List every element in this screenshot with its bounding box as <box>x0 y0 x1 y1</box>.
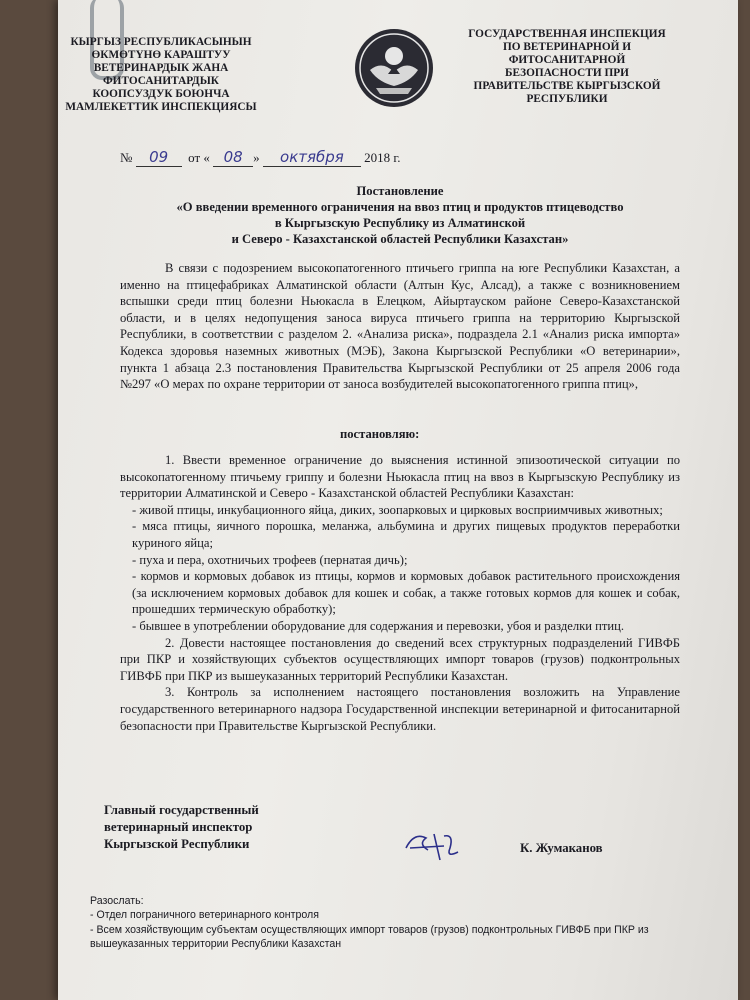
title-line: «О введении временного ограничения на ввоз птиц и продуктов птицеводство <box>176 200 624 214</box>
resolution-items <box>120 452 680 734</box>
item-2: 2. Довести настоящее постановления до сведений всех структурных подразделений ГИВФБ при ПКР и хозяйствующих субъектов осуществляющих импорт товаров (грузов) подконтрольных ГИВФБ при ПКР из вышеуказанных территорий Республики Казахстан. <box>120 635 680 683</box>
bullet-item: - мяса птицы, яичного порошка, меланжа, альбумина и других пищевых продуктов переработки куриного яйца; <box>132 519 680 550</box>
signatory-title-line: Кыргызской Республики <box>104 837 250 851</box>
bullet-item: - бывшее в употреблении оборудование для содержания и перевозки, убоя и разделки птиц. <box>132 618 625 633</box>
header-left-line: ӨКМӨТҮНӨ КАРАШТУУ <box>91 49 231 61</box>
handwritten-signature-icon <box>400 826 470 866</box>
header-right-line: ФИТОСАНИТАРНОЙ <box>508 54 626 66</box>
item-3: 3. Контроль за исполнением настоящего постановления возложить на Управление государственного ветеринарного надзора Государственной инспекции ветеринарной и фитосанитарной безопасности при Правительстве Кыргызской Республики. <box>120 685 680 733</box>
header-left-line: ВЕТЕРИНАРДЫК ЖАНА <box>93 62 229 74</box>
title-heading: Постановление <box>356 184 444 198</box>
item-1: 1. Ввести временное ограничение до выяснения истинной эпизоотической ситуации по высокопатогенному птичьему гриппу и болезни Ньюкасла птиц на ввоз в Кыргызскую Республику из территории Алматинской и Северо - Казахстанской областей Республики Казахстан: <box>120 453 680 501</box>
title-line: и Северо - Казахстанской областей Республики Казахстан» <box>231 232 569 246</box>
signatory-title <box>104 802 259 853</box>
document-number-line <box>120 148 401 167</box>
header-left-kyrgyz <box>56 36 266 114</box>
signatory-name: К. Жумаканов <box>520 841 603 855</box>
distribution-item: - Отдел пограничного ветеринарного контроля <box>90 909 319 922</box>
header-right-line: ГОСУДАРСТВЕННАЯ ИНСПЕКЦИЯ <box>468 28 666 40</box>
signatory-title-line: ветеринарный инспектор <box>104 820 253 834</box>
resolve-heading: постановляю: <box>340 427 420 441</box>
preamble-paragraph: В связи с подозрением высокопатогенного птичьего гриппа на юге Республики Казахстан, а именно на птицефабриках Алматинской области (Алтын Кус, Алсад), а также с возникновением вспышки среди птиц болезни Ньюкасла в Елецком, Айыртауском районе Северо-Казахстанской области, и в целях недопущения заноса вируса птичьего гриппа на территорию Кыргызской Республики, в соответствии с разделом 2. «Анализа риска», подраздела 2.1 «Анализ риска импорта» Кодекса здоровья наземных животных (МЭБ), Закона Кыргызской Республики «О ветеринарии», пункта 1 абзаца 2.3 постановления Правительства Кыргызской Республики от 25 апреля 2006 года №297 «О мерах по охране территории от заноса возбудителей высокопатогенного гриппа птиц», <box>120 261 680 392</box>
header-left-line: МАМЛЕКЕТТИК ИНСПЕКЦИЯСЫ <box>65 101 257 113</box>
date-quote: » <box>253 150 260 165</box>
bullet-item: - кормов и кормовых добавок из птицы, кормов и кормовых добавок растительного происхождения (за исключением кормовых добавок для кошек и собак, а также готовых кормов для кошек и собак, прошедших термическую обработку); <box>132 569 680 617</box>
document-day: 08 <box>213 148 253 167</box>
bullet-item: - живой птицы, инкубационного яйца, диких, зоопарковых и цирковых восприимчивых животных; <box>132 502 663 517</box>
header-right-line: РЕСПУБЛИКИ <box>526 93 608 105</box>
title-line: в Кыргызскую Республику из Алматинской <box>274 216 526 230</box>
document-year: 2018 г. <box>364 150 401 165</box>
distribution-item: - Всем хозяйствующим субъектам осуществляющих импорт товаров (грузов) подконтрольных ГИВФБ при ПКР из вышеуказанных территории Республики Казахстан <box>90 923 649 951</box>
header-right-line: ПРАВИТЕЛЬСТВЕ КЫРГЫЗСКОЙ <box>473 80 661 92</box>
header-left-line: ФИТОСАНИТАРДЫК <box>102 75 219 87</box>
date-from-label: от « <box>188 150 210 165</box>
bullet-item: - пуха и пера, охотничьих трофеев (пернатая дичь); <box>132 552 408 567</box>
state-emblem-icon <box>352 26 436 110</box>
header-right-line: ПО ВЕТЕРИНАРНОЙ И <box>502 41 632 53</box>
distribution-heading: Разослать: <box>90 895 144 907</box>
header-right-russian <box>452 28 682 106</box>
number-prefix: № <box>120 150 133 165</box>
signatory-title-line: Главный государственный <box>104 803 259 817</box>
header-left-line: КООПСУЗДУК БОЮНЧА <box>92 88 230 100</box>
document-month: октября <box>263 148 361 167</box>
distribution-list <box>90 894 700 952</box>
header-right-line: БЕЗОПАСНОСТИ ПРИ <box>505 67 629 79</box>
document-number: 09 <box>136 148 182 167</box>
document-title <box>140 183 660 247</box>
header-left-line: КЫРГЫЗ РЕСПУБЛИКАСЫНЫН <box>70 36 252 48</box>
